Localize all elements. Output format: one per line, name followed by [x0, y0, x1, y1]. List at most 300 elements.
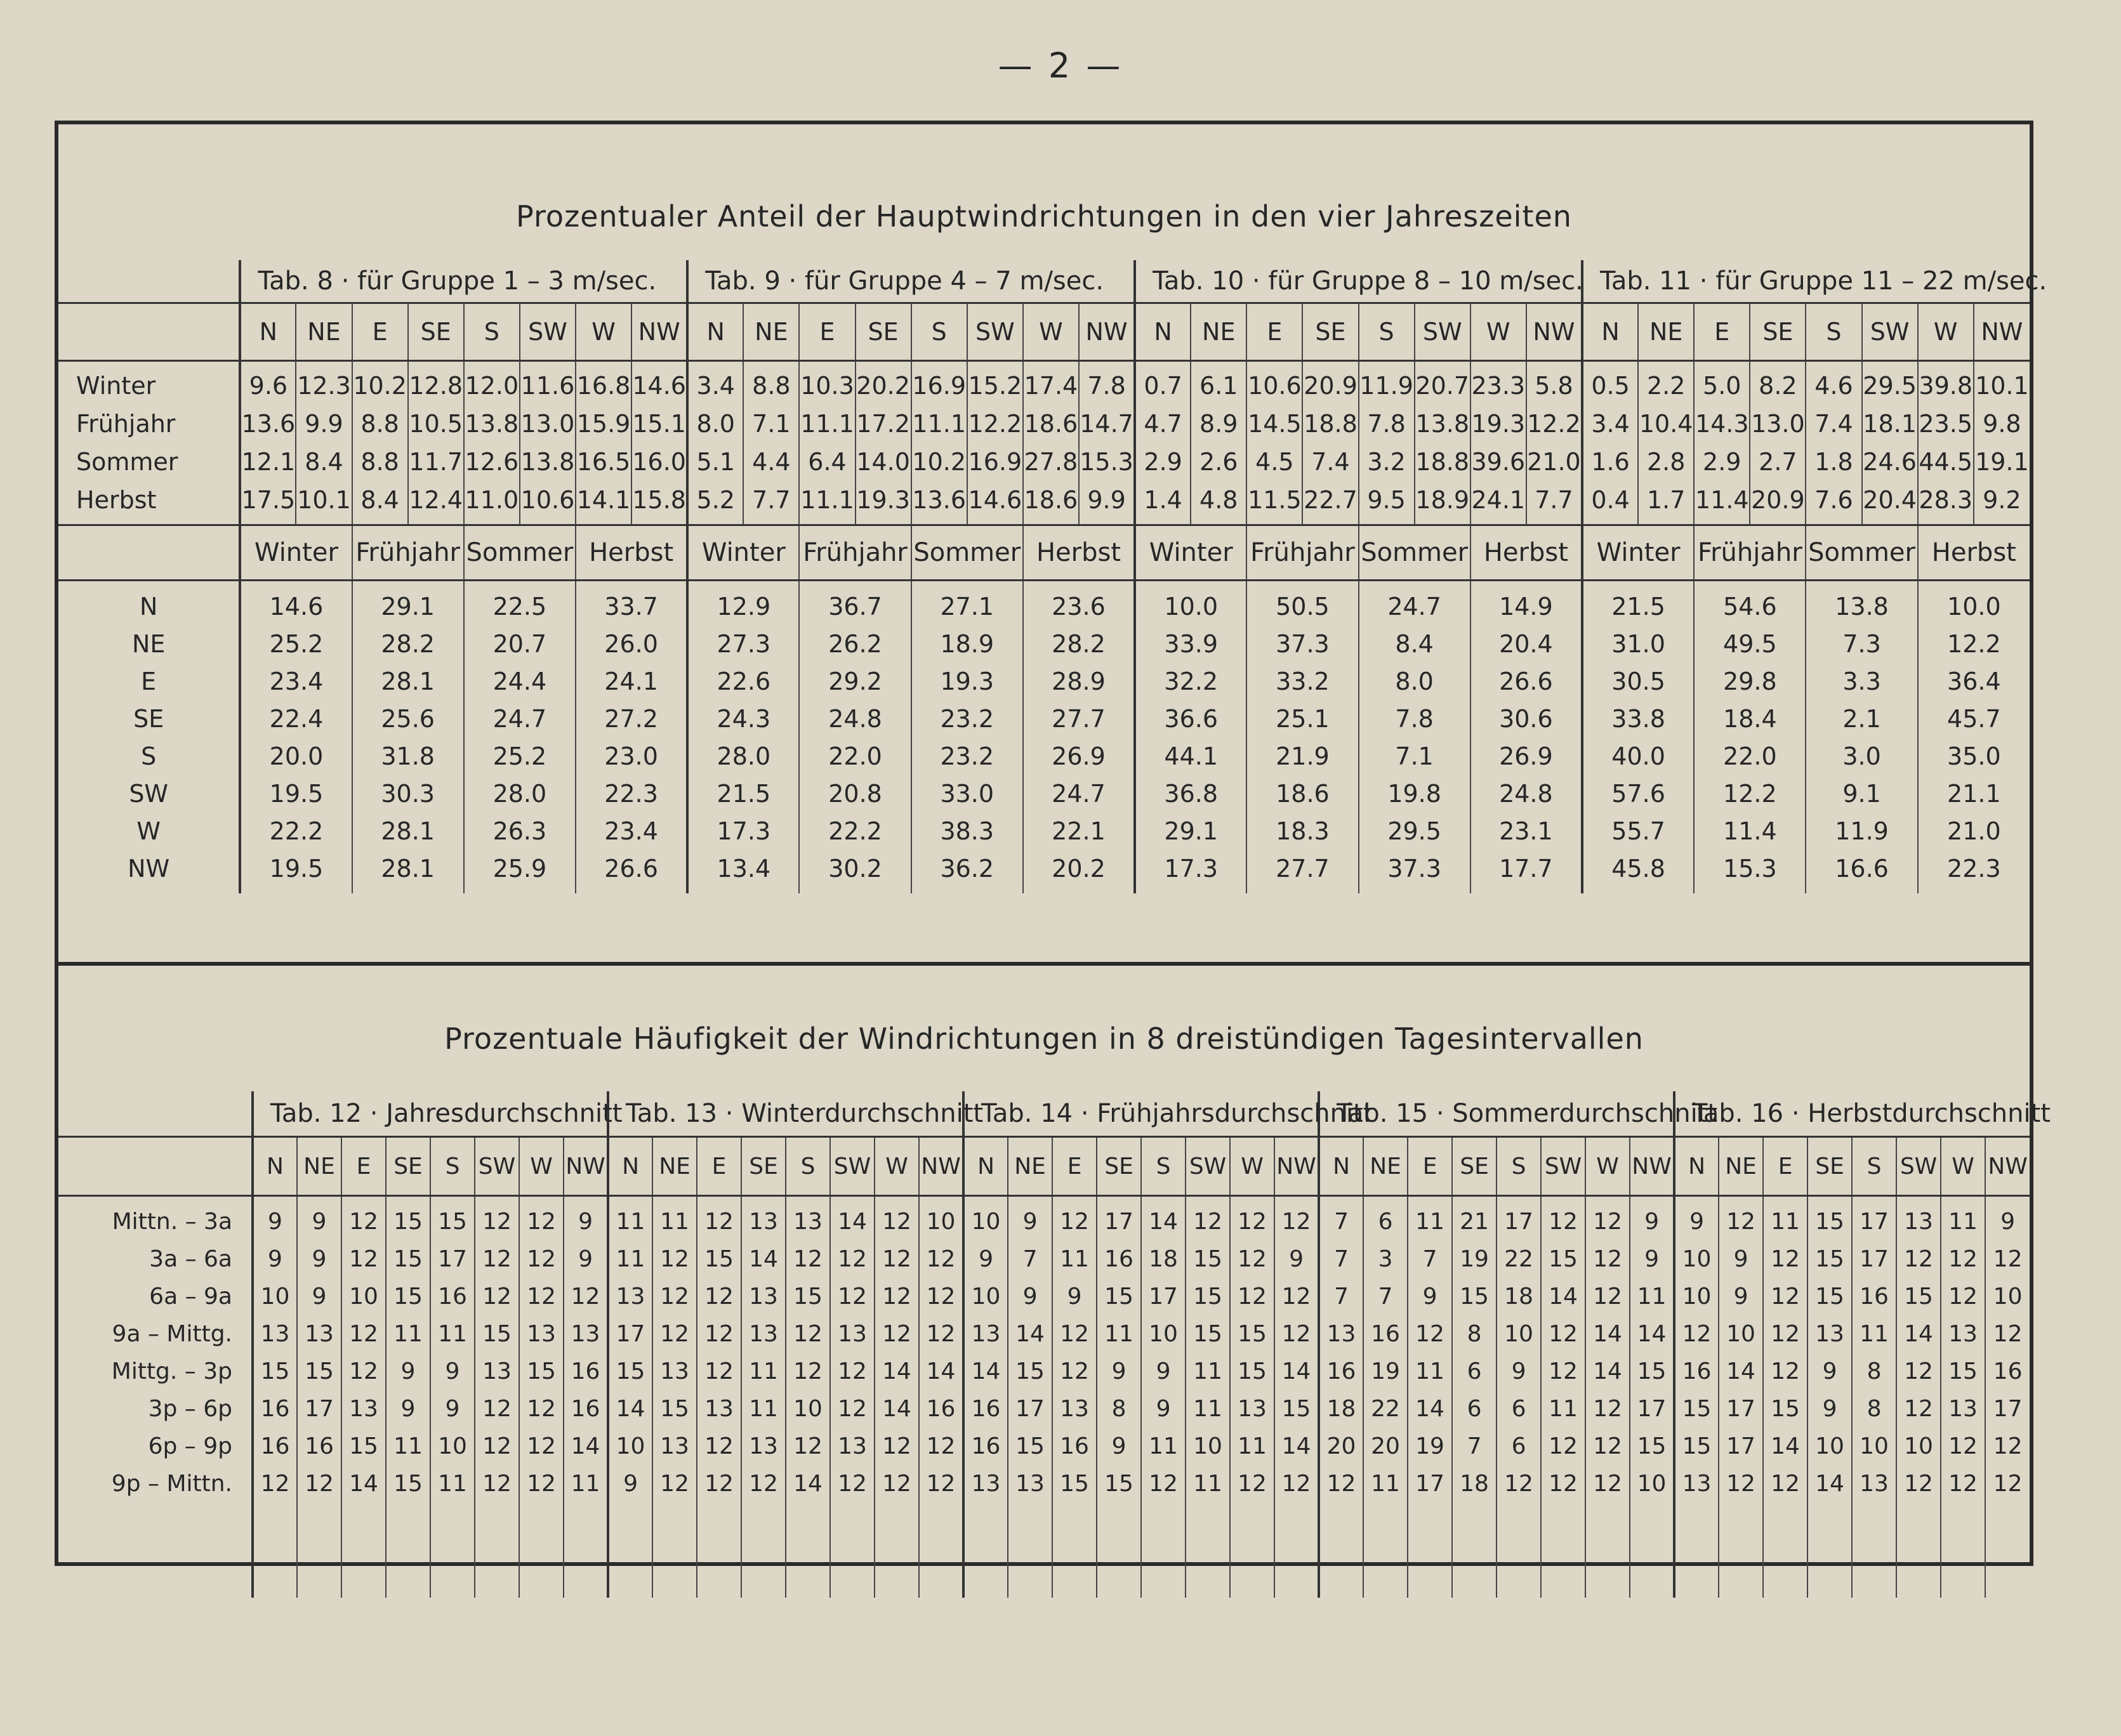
season-header: Winter [1135, 525, 1246, 581]
value-cell: 10.5 [408, 405, 464, 443]
value-cell: 22.0 [799, 737, 911, 775]
direction-header: SW [1541, 1137, 1585, 1196]
value-cell: 2.7 [1750, 443, 1806, 481]
value-cell: 14 [875, 1390, 919, 1428]
value-cell: 16 [297, 1428, 341, 1465]
value-cell: 12 [1941, 1465, 1985, 1503]
value-cell: 10 [919, 1196, 963, 1241]
value-cell: 19.5 [240, 850, 352, 893]
value-cell: 14 [875, 1353, 919, 1390]
value-cell: 9 [1097, 1428, 1141, 1465]
table-row [58, 361, 2030, 405]
value-cell: 9 [430, 1390, 475, 1428]
value-cell: 14 [1585, 1315, 1630, 1353]
value-cell: 11.4 [1694, 812, 1806, 850]
direction-header: NE [1719, 1137, 1763, 1196]
value-cell: 22.0 [1694, 737, 1806, 775]
value-cell: 12 [1585, 1465, 1630, 1503]
value-cell: 20.7 [1415, 361, 1470, 405]
value-cell: 14 [1408, 1390, 1452, 1428]
value-cell: 20.2 [856, 361, 911, 405]
value-cell: 12 [475, 1465, 519, 1503]
value-cell: 20 [1319, 1428, 1363, 1465]
value-cell: 17.4 [1023, 361, 1079, 405]
value-cell: 9 [564, 1240, 608, 1278]
value-cell: 30.2 [799, 850, 911, 893]
value-cell: 33.7 [576, 581, 687, 626]
value-cell: 19 [1408, 1428, 1452, 1465]
value-cell: 9 [1008, 1196, 1052, 1241]
value-cell: 2.1 [1806, 700, 1917, 737]
value-cell: 20.2 [1023, 850, 1135, 893]
value-cell: 26.9 [1470, 737, 1582, 775]
value-cell: 15 [1052, 1465, 1097, 1503]
filler-cell [386, 1503, 430, 1598]
value-cell: 33.8 [1582, 700, 1694, 737]
value-cell: 13 [475, 1353, 519, 1390]
value-cell: 13 [786, 1196, 830, 1241]
value-cell: 11.0 [464, 481, 520, 525]
direction-header: SE [856, 303, 911, 361]
value-cell: 7.7 [1526, 481, 1582, 525]
filler-cell [919, 1503, 963, 1598]
value-cell: 17 [1097, 1196, 1141, 1241]
row-label: Herbst [58, 481, 240, 525]
value-cell: 11.1 [799, 481, 855, 525]
value-cell: 12 [1541, 1428, 1585, 1465]
value-cell: 19.1 [1974, 443, 2030, 481]
direction-header: N [608, 1137, 652, 1196]
value-cell: 24.4 [464, 662, 576, 700]
direction-header: E [799, 303, 855, 361]
value-cell: 12 [1585, 1240, 1630, 1278]
value-cell: 9.8 [1974, 405, 2030, 443]
value-cell: 55.7 [1582, 812, 1694, 850]
value-cell: 2.2 [1638, 361, 1694, 405]
value-cell: 12 [697, 1353, 741, 1390]
value-cell: 16.9 [967, 443, 1023, 481]
value-cell: 14.7 [1079, 405, 1135, 443]
value-cell: 49.5 [1694, 625, 1806, 662]
value-cell: 9 [608, 1465, 652, 1503]
value-cell: 15 [1452, 1278, 1497, 1315]
value-cell: 22 [1363, 1390, 1408, 1428]
value-cell: 11 [1408, 1196, 1452, 1241]
value-cell: 12 [1319, 1465, 1363, 1503]
value-cell: 9 [1008, 1278, 1052, 1315]
value-cell: 13.8 [520, 443, 576, 481]
direction-header-row [58, 1137, 2030, 1196]
value-cell: 22.1 [1023, 812, 1135, 850]
value-cell: 15 [1941, 1353, 1985, 1390]
value-cell: 11 [1186, 1390, 1230, 1428]
value-cell: 12 [830, 1390, 875, 1428]
direction-header: NE [296, 303, 352, 361]
value-cell: 21.9 [1246, 737, 1358, 775]
value-cell: 12 [1985, 1240, 2030, 1278]
value-cell: 17 [1497, 1196, 1541, 1241]
value-cell: 13 [830, 1428, 875, 1465]
value-cell: 12 [1763, 1353, 1807, 1390]
direction-header: SW [1896, 1137, 1941, 1196]
value-cell: 11.9 [1359, 361, 1415, 405]
value-cell: 45.7 [1918, 700, 2030, 737]
value-cell: 12 [1052, 1315, 1097, 1353]
direction-header: N [687, 303, 743, 361]
value-cell: 12 [1941, 1428, 1985, 1465]
value-cell: 17 [1008, 1390, 1052, 1428]
value-cell: 12 [1719, 1196, 1763, 1241]
direction-header: NW [564, 1137, 608, 1196]
value-cell: 4.5 [1246, 443, 1302, 481]
value-cell: 16.5 [576, 443, 631, 481]
value-cell: 20.9 [1750, 481, 1806, 525]
value-cell: 11 [1541, 1390, 1585, 1428]
value-cell: 14.6 [631, 361, 687, 405]
value-cell: 18.8 [1415, 443, 1470, 481]
value-cell: 14.6 [240, 581, 352, 626]
value-cell: 11 [1141, 1428, 1186, 1465]
value-cell: 13 [1008, 1465, 1052, 1503]
value-cell: 12.3 [296, 361, 352, 405]
value-cell: 31.8 [352, 737, 464, 775]
value-cell: 9 [1719, 1278, 1763, 1315]
value-cell: 11 [386, 1315, 430, 1353]
value-cell: 8.4 [1359, 625, 1470, 662]
value-cell: 12.2 [967, 405, 1023, 443]
value-cell: 28.1 [352, 812, 464, 850]
table-row [58, 1240, 2030, 1278]
value-cell: 12 [1896, 1240, 1941, 1278]
value-cell: 11 [1408, 1353, 1452, 1390]
value-cell: 14 [1274, 1353, 1319, 1390]
direction-header: NW [1974, 303, 2030, 361]
value-cell: 15 [1186, 1315, 1230, 1353]
value-cell: 11 [608, 1240, 652, 1278]
value-cell: 12 [1052, 1353, 1097, 1390]
value-cell: 12 [830, 1278, 875, 1315]
value-cell: 14 [1719, 1353, 1763, 1390]
value-cell: 13 [1852, 1465, 1896, 1503]
direction-header: NE [1008, 1137, 1052, 1196]
value-cell: 15.8 [631, 481, 687, 525]
direction-header: NE [1191, 303, 1246, 361]
value-cell: 12 [519, 1428, 564, 1465]
table-row [58, 625, 2030, 662]
value-cell: 15 [1763, 1390, 1807, 1428]
value-cell: 11.1 [911, 405, 967, 443]
value-cell: 8.4 [352, 481, 408, 525]
value-cell: 24.7 [464, 700, 576, 737]
value-cell: 15 [1008, 1428, 1052, 1465]
value-cell: 27.7 [1023, 700, 1135, 737]
value-cell: 15 [1630, 1353, 1674, 1390]
value-cell: 4.6 [1806, 361, 1861, 405]
filler-cell [1541, 1503, 1585, 1598]
value-cell: 16.8 [576, 361, 631, 405]
value-cell: 39.6 [1470, 443, 1526, 481]
table-row [58, 581, 2030, 626]
value-cell: 8.0 [687, 405, 743, 443]
table-row [58, 443, 2030, 481]
value-cell: 7.1 [743, 405, 799, 443]
table-row [58, 1196, 2030, 1241]
value-cell: 7.7 [743, 481, 799, 525]
value-cell: 15 [1230, 1315, 1274, 1353]
value-cell: 12 [875, 1196, 919, 1241]
value-cell: 11 [608, 1196, 652, 1241]
filler-cell [1274, 1503, 1319, 1598]
direction-header: SE [1750, 303, 1806, 361]
season-table [58, 260, 2047, 893]
value-cell: 10 [1896, 1428, 1941, 1465]
direction-header: SW [1186, 1137, 1230, 1196]
value-cell: 24.7 [1023, 775, 1135, 812]
season-header: Sommer [911, 525, 1023, 581]
value-cell: 9.1 [1806, 775, 1917, 812]
value-cell: 6.4 [799, 443, 855, 481]
section2-title: Prozentuale Häufigkeit der Windrichtungen in 8 dreistündigen Tagesintervallen [444, 1022, 1644, 1056]
filler-cell [697, 1503, 741, 1598]
value-cell: 16 [1363, 1315, 1408, 1353]
value-cell: 9 [1097, 1353, 1141, 1390]
row-label: Sommer [76, 448, 178, 476]
value-cell: 10 [1719, 1315, 1763, 1353]
value-cell: 27.1 [911, 581, 1023, 626]
value-cell: 12.2 [1694, 775, 1806, 812]
value-cell: 12 [830, 1240, 875, 1278]
value-cell: 9 [1630, 1240, 1674, 1278]
value-cell: 13 [1941, 1315, 1985, 1353]
value-cell: 13 [341, 1390, 386, 1428]
table-row [58, 1465, 2030, 1503]
value-cell: 8 [1097, 1390, 1141, 1428]
value-cell: 12 [786, 1428, 830, 1465]
season-header: Frühjahr [1694, 525, 1806, 581]
value-cell: 16.0 [631, 443, 687, 481]
value-cell: 16 [1852, 1278, 1896, 1315]
value-cell: 12.9 [687, 581, 799, 626]
value-cell: 13.6 [240, 405, 296, 443]
value-cell: 28.3 [1918, 481, 1974, 525]
direction-header: S [1141, 1137, 1186, 1196]
direction-header: SW [520, 303, 576, 361]
value-cell: 11 [741, 1390, 786, 1428]
value-cell: 12 [652, 1465, 697, 1503]
value-cell: 21.1 [1918, 775, 2030, 812]
value-cell: 11 [1363, 1465, 1408, 1503]
value-cell: 7 [1008, 1240, 1052, 1278]
value-cell: 13 [652, 1428, 697, 1465]
value-cell: 14 [963, 1353, 1008, 1390]
value-cell: 15 [386, 1278, 430, 1315]
season-header: Winter [240, 525, 352, 581]
value-cell: 50.5 [1246, 581, 1358, 626]
value-cell: 18.9 [1415, 481, 1470, 525]
row-label: Frühjahr [76, 410, 176, 438]
value-cell: 15 [1230, 1353, 1274, 1390]
direction-header: SE [408, 303, 464, 361]
value-cell: 15 [1274, 1390, 1319, 1428]
value-cell: 3.2 [1359, 443, 1415, 481]
group-header-row [58, 260, 2030, 303]
value-cell: 8 [1852, 1353, 1896, 1390]
value-cell: 19.5 [240, 775, 352, 812]
value-cell: 1.6 [1582, 443, 1638, 481]
value-cell: 27.8 [1023, 443, 1079, 481]
value-cell: 14 [1008, 1315, 1052, 1353]
value-cell: 13 [1941, 1390, 1985, 1428]
value-cell: 9 [253, 1196, 297, 1241]
value-cell: 15.3 [1079, 443, 1135, 481]
value-cell: 10 [1674, 1240, 1719, 1278]
value-cell: 15 [297, 1353, 341, 1390]
value-cell: 13 [253, 1315, 297, 1353]
direction-header: E [1246, 303, 1302, 361]
value-cell: 13 [297, 1315, 341, 1353]
value-cell: 12 [697, 1278, 741, 1315]
value-cell: 10 [963, 1278, 1008, 1315]
value-cell: 20.0 [240, 737, 352, 775]
direction-header: W [1230, 1137, 1274, 1196]
value-cell: 10 [786, 1390, 830, 1428]
value-cell: 14 [741, 1240, 786, 1278]
value-cell: 12 [1230, 1465, 1274, 1503]
value-cell: 17 [1630, 1390, 1674, 1428]
table-row [58, 1278, 2030, 1315]
value-cell: 12.6 [464, 443, 520, 481]
value-cell: 15 [386, 1240, 430, 1278]
value-cell: 9 [564, 1196, 608, 1241]
season-header: Winter [687, 525, 799, 581]
value-cell: 11.5 [1246, 481, 1302, 525]
value-cell: 13.8 [1415, 405, 1470, 443]
value-cell: 26.6 [576, 850, 687, 893]
value-cell: 9 [1807, 1353, 1852, 1390]
filler-cell [297, 1503, 341, 1598]
value-cell: 12 [697, 1465, 741, 1503]
value-cell: 9.6 [240, 361, 296, 405]
season-header: Herbst [1023, 525, 1135, 581]
value-cell: 10 [1497, 1315, 1541, 1353]
value-cell: 10.2 [911, 443, 967, 481]
value-cell: 10 [608, 1428, 652, 1465]
value-cell: 14 [608, 1390, 652, 1428]
value-cell: 13 [741, 1315, 786, 1353]
value-cell: 28.0 [464, 775, 576, 812]
filler-cell [58, 1503, 253, 1598]
value-cell: 36.8 [1135, 775, 1246, 812]
value-cell: 12 [475, 1196, 519, 1241]
value-cell: 15.9 [576, 405, 631, 443]
value-cell: 13 [519, 1315, 564, 1353]
value-cell: 4.7 [1135, 405, 1191, 443]
direction-header: SE [1807, 1137, 1852, 1196]
value-cell: 0.5 [1582, 361, 1638, 405]
value-cell: 12 [341, 1353, 386, 1390]
value-cell: 17 [1719, 1428, 1763, 1465]
value-cell: 15 [1896, 1278, 1941, 1315]
filler-cell [1452, 1503, 1497, 1598]
direction-header: SE [386, 1137, 430, 1196]
direction-header: NE [297, 1137, 341, 1196]
value-cell: 9 [963, 1240, 1008, 1278]
direction-header: N [1135, 303, 1191, 361]
filler-cell [475, 1503, 519, 1598]
value-cell: 12 [875, 1315, 919, 1353]
value-cell: 37.3 [1359, 850, 1470, 893]
value-cell: 12 [919, 1240, 963, 1278]
value-cell: 12.2 [1526, 405, 1582, 443]
group-header-row [58, 1091, 2030, 1137]
value-cell: 14 [830, 1196, 875, 1241]
filler-cell [341, 1503, 386, 1598]
value-cell: 12 [341, 1315, 386, 1353]
direction-header: SW [830, 1137, 875, 1196]
direction-header: W [875, 1137, 919, 1196]
value-cell: 13 [963, 1315, 1008, 1353]
value-cell: 9 [253, 1240, 297, 1278]
value-cell: 23.4 [576, 812, 687, 850]
row-label: W [136, 817, 161, 845]
value-cell: 7.4 [1302, 443, 1358, 481]
value-cell: 18 [1319, 1390, 1363, 1428]
value-cell: 15 [386, 1196, 430, 1241]
value-cell: 11.6 [520, 361, 576, 405]
value-cell: 16 [1985, 1353, 2030, 1390]
value-cell: 23.2 [911, 700, 1023, 737]
table-row [58, 662, 2030, 700]
value-cell: 12 [1763, 1278, 1807, 1315]
value-cell: 9 [297, 1196, 341, 1241]
value-cell: 12 [1763, 1465, 1807, 1503]
group-title: Tab. 10 · für Gruppe 8 – 10 m/sec. [1135, 260, 1582, 303]
value-cell: 12 [919, 1315, 963, 1353]
table-row [58, 1353, 2030, 1390]
value-cell: 11 [1097, 1315, 1141, 1353]
filler-cell [652, 1503, 697, 1598]
value-cell: 13 [1052, 1390, 1097, 1428]
value-cell: 33.2 [1246, 662, 1358, 700]
filler-cell [1186, 1503, 1230, 1598]
value-cell: 16 [253, 1428, 297, 1465]
direction-header: E [1763, 1137, 1807, 1196]
value-cell: 10 [1674, 1278, 1719, 1315]
value-cell: 21.0 [1918, 812, 2030, 850]
value-cell: 30.6 [1470, 700, 1582, 737]
value-cell: 30.5 [1582, 662, 1694, 700]
group-title: Tab. 14 · Frühjahrsdurchschnitt [963, 1091, 1319, 1137]
value-cell: 11 [564, 1465, 608, 1503]
value-cell: 13.8 [1806, 581, 1917, 626]
value-cell: 11 [430, 1465, 475, 1503]
value-cell: 1.8 [1806, 443, 1861, 481]
value-cell: 29.1 [352, 581, 464, 626]
value-cell: 9 [1052, 1278, 1097, 1315]
value-cell: 29.8 [1694, 662, 1806, 700]
value-cell: 8.8 [352, 405, 408, 443]
value-cell: 23.6 [1023, 581, 1135, 626]
value-cell: 45.8 [1582, 850, 1694, 893]
season-header: Herbst [1918, 525, 2030, 581]
group-title: Tab. 12 · Jahresdurchschnitt [253, 1091, 608, 1137]
value-cell: 11 [1852, 1315, 1896, 1353]
filler-cell [1896, 1503, 1941, 1598]
interval-table [58, 1091, 2051, 1598]
season-header-row [58, 525, 2030, 581]
value-cell: 12 [830, 1353, 875, 1390]
direction-header: W [1585, 1137, 1630, 1196]
